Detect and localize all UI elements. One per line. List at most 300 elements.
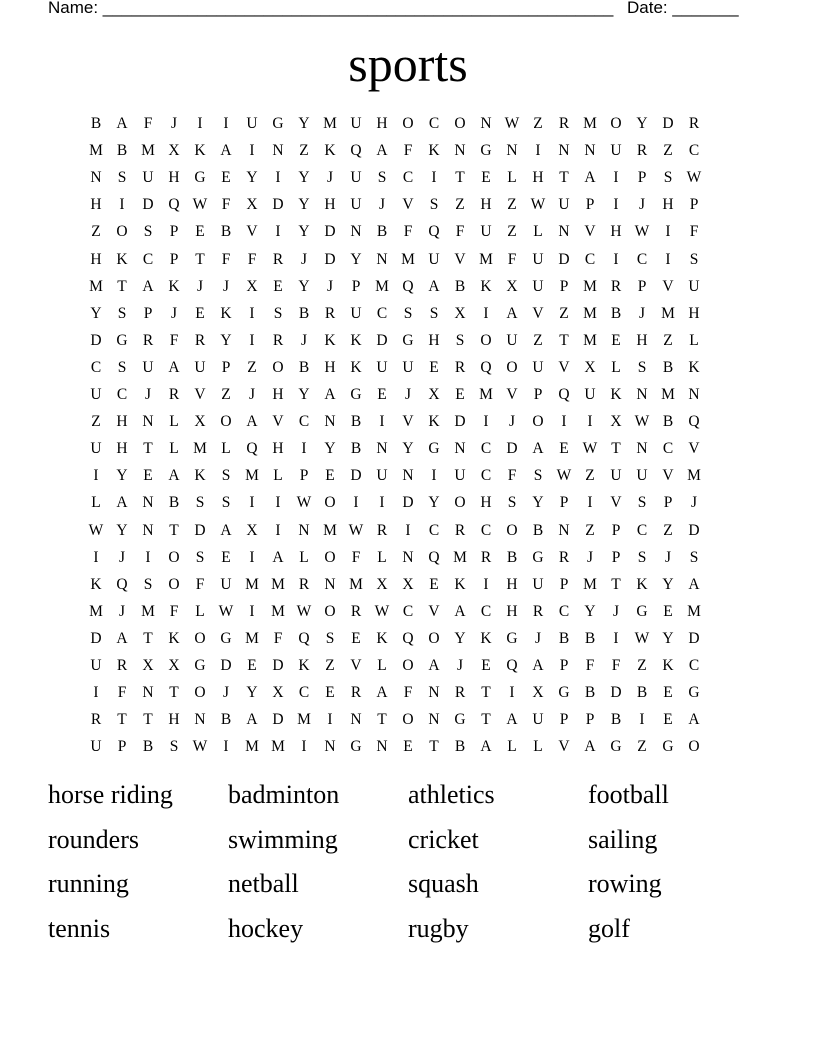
grid-letter: A	[324, 386, 336, 403]
grid-letter: V	[558, 738, 570, 756]
grid-letter: D	[662, 115, 674, 132]
grid-letter: B	[610, 711, 622, 729]
grid-letter: S	[429, 196, 439, 214]
grid-letter: N	[636, 440, 648, 458]
grid-letter: G	[610, 738, 622, 756]
grid-letter: Y	[298, 223, 310, 241]
grid-letter: G	[220, 629, 232, 647]
grid-letter: K	[116, 250, 128, 268]
grid-letter: F	[195, 575, 205, 593]
grid-letter: F	[403, 223, 413, 241]
grid-letter: M	[479, 250, 493, 268]
grid-letter: S	[429, 304, 439, 322]
grid-letter: N	[272, 142, 284, 160]
grid-letter: K	[480, 277, 492, 295]
grid-letter: P	[585, 196, 595, 214]
grid-letter: M	[89, 277, 103, 295]
grid-letter: Y	[298, 196, 310, 214]
grid-letter: I	[275, 223, 281, 241]
grid-letter: J	[508, 413, 516, 431]
grid-letter: O	[428, 629, 440, 647]
grid-letter: N	[402, 467, 414, 485]
grid-letter: I	[587, 494, 593, 512]
grid-letter: B	[220, 223, 232, 241]
grid-letter: T	[169, 521, 179, 539]
grid-letter: M	[583, 331, 597, 349]
grid-letter: W	[374, 602, 390, 620]
grid-letter: D	[90, 331, 102, 349]
grid-letter: K	[194, 467, 206, 485]
grid-letter: V	[402, 413, 414, 431]
grid-letter: R	[480, 548, 492, 566]
grid-letter: E	[481, 657, 491, 674]
grid-letter: I	[431, 169, 437, 187]
grid-letter: C	[402, 602, 414, 620]
grid-letter: L	[611, 358, 621, 376]
grid-letter: X	[376, 575, 388, 593]
grid-letter: G	[116, 331, 128, 349]
grid-letter: X	[532, 684, 544, 702]
grid-letter: L	[195, 602, 205, 620]
grid-letter: Q	[350, 142, 362, 160]
grid-letter: D	[454, 413, 466, 431]
grid-letter: E	[663, 602, 673, 620]
grid-letter: W	[686, 169, 702, 187]
grid-letter: W	[556, 467, 572, 485]
grid-letter: L	[273, 467, 283, 485]
grid-letter: E	[195, 304, 205, 322]
grid-letter: U	[90, 386, 102, 403]
grid-letter: Q	[428, 223, 440, 241]
grid-letter: U	[454, 467, 466, 485]
grid-letter: W	[296, 602, 312, 620]
page-title: sports	[348, 36, 468, 92]
grid-letter: X	[142, 657, 154, 674]
grid-letter: D	[324, 250, 336, 268]
grid-letter: K	[480, 629, 492, 647]
grid-letter: D	[272, 196, 284, 214]
grid-letter: S	[169, 738, 179, 756]
grid-letter: I	[353, 494, 359, 512]
grid-letter: H	[168, 711, 180, 729]
grid-letter: F	[611, 657, 621, 674]
grid-letter: U	[480, 223, 492, 241]
grid-letter: B	[636, 684, 648, 702]
grid-letter: X	[402, 575, 414, 593]
grid-letter: V	[558, 358, 570, 376]
grid-letter: O	[454, 494, 466, 512]
grid-letter: Q	[246, 440, 258, 458]
grid-letter: K	[298, 657, 310, 674]
grid-letter: J	[326, 169, 334, 187]
grid-letter: N	[558, 142, 570, 160]
grid-letter: H	[506, 602, 518, 620]
grid-letter: I	[93, 548, 99, 566]
grid-letter: I	[249, 142, 255, 160]
grid-letter: Q	[558, 386, 570, 403]
grid-letter: D	[350, 467, 362, 485]
word-list-item: rounders	[48, 824, 139, 854]
word-list-item: athletics	[408, 780, 495, 809]
grid-letter: T	[143, 629, 153, 647]
grid-letter: L	[507, 738, 517, 756]
grid-letter: Y	[246, 169, 258, 187]
grid-letter: M	[271, 602, 285, 620]
grid-letter: Z	[325, 657, 335, 674]
grid-letter: I	[431, 467, 437, 485]
grid-letter: A	[376, 684, 388, 702]
grid-letter: I	[483, 304, 489, 322]
grid-letter: I	[535, 142, 541, 160]
grid-letter: K	[194, 142, 206, 160]
grid-letter: X	[246, 196, 258, 214]
grid-letter: C	[558, 602, 570, 620]
grid-letter: L	[507, 169, 517, 187]
grid-letter: I	[639, 711, 645, 729]
grid-letter: L	[91, 494, 101, 512]
grid-letter: V	[688, 440, 700, 458]
grid-letter: Y	[454, 629, 466, 647]
grid-letter: D	[688, 521, 700, 539]
grid-letter: J	[638, 304, 646, 322]
grid-letter: I	[379, 494, 385, 512]
grid-letter: J	[534, 629, 542, 647]
grid-letter: Q	[688, 413, 700, 431]
grid-letter: H	[480, 494, 492, 512]
grid-letter: L	[689, 331, 699, 349]
grid-letter: C	[428, 115, 440, 132]
grid-letter: E	[195, 223, 205, 241]
grid-letter: E	[559, 440, 569, 458]
word-list-item: running	[48, 869, 129, 898]
grid-letter: B	[90, 115, 102, 132]
grid-letter: Y	[298, 115, 310, 132]
grid-letter: M	[193, 440, 207, 458]
grid-letter: A	[454, 602, 466, 620]
grid-letter: N	[142, 494, 154, 512]
grid-letter: I	[613, 250, 619, 268]
grid-letter: D	[194, 521, 206, 539]
grid-letter: I	[93, 684, 99, 702]
grid-letter: Q	[402, 629, 414, 647]
grid-letter: Z	[91, 223, 101, 241]
grid-letter: K	[90, 575, 102, 593]
grid-letter: K	[428, 413, 440, 431]
grid-letter: A	[246, 711, 258, 729]
grid-letter: O	[168, 575, 180, 593]
grid-letter: C	[480, 440, 492, 458]
grid-letter: W	[88, 521, 104, 539]
grid-letter: J	[664, 548, 672, 566]
grid-letter: B	[220, 711, 232, 729]
grid-letter: T	[377, 711, 387, 729]
grid-letter: H	[480, 196, 492, 214]
grid-letter: Q	[402, 277, 414, 295]
grid-letter: J	[690, 494, 698, 512]
word-list-item: badminton	[228, 780, 340, 809]
grid-letter: H	[272, 440, 284, 458]
grid-letter: R	[610, 277, 622, 295]
grid-letter: A	[506, 711, 518, 729]
word-list-item: cricket	[408, 824, 479, 854]
grid-letter: M	[89, 142, 103, 160]
grid-letter: M	[141, 602, 155, 620]
grid-letter: U	[558, 196, 570, 214]
grid-letter: E	[663, 711, 673, 729]
grid-letter: D	[324, 223, 336, 241]
grid-letter: C	[662, 440, 674, 458]
grid-letter: K	[662, 657, 674, 674]
grid-letter: P	[351, 277, 361, 295]
grid-letter: B	[454, 277, 466, 295]
grid-letter: O	[324, 602, 336, 620]
grid-letter: E	[221, 548, 231, 566]
grid-letter: H	[116, 413, 128, 431]
grid-letter: A	[428, 277, 440, 295]
grid-letter: L	[533, 738, 543, 756]
grid-letter: I	[509, 684, 515, 702]
grid-letter: G	[636, 602, 648, 620]
grid-letter: D	[90, 629, 102, 647]
grid-letter: R	[350, 602, 362, 620]
grid-letter: H	[90, 250, 102, 268]
word-list-item: rugby	[408, 913, 469, 943]
grid-letter: U	[636, 467, 648, 485]
grid-letter: C	[90, 358, 102, 376]
grid-letter: P	[585, 711, 595, 729]
grid-letter: K	[636, 575, 648, 593]
grid-letter: E	[455, 386, 465, 403]
grid-letter: Y	[298, 169, 310, 187]
grid-letter: U	[532, 250, 544, 268]
grid-letter: S	[221, 467, 231, 485]
grid-letter: H	[90, 196, 102, 214]
grid-letter: L	[377, 657, 387, 674]
grid-letter: Y	[298, 386, 310, 403]
grid-letter: R	[454, 684, 466, 702]
grid-letter: F	[507, 250, 517, 268]
grid-letter: F	[689, 223, 699, 241]
grid-letter: R	[272, 331, 284, 349]
grid-letter: B	[116, 142, 128, 160]
grid-letter: O	[272, 358, 284, 376]
grid-letter: Q	[506, 657, 518, 674]
grid-letter: G	[428, 440, 440, 458]
grid-letter: P	[169, 250, 179, 268]
grid-letter: M	[661, 304, 675, 322]
grid-letter: J	[326, 277, 334, 295]
word-list-item: golf	[588, 913, 630, 943]
grid-letter: C	[142, 250, 154, 268]
grid-letter: N	[428, 711, 440, 729]
grid-letter: I	[613, 169, 619, 187]
grid-letter: V	[610, 494, 622, 512]
grid-letter: A	[272, 548, 284, 566]
grid-letter: J	[248, 386, 256, 403]
grid-letter: F	[403, 684, 413, 702]
grid-letter: M	[349, 575, 363, 593]
grid-letter: J	[612, 602, 620, 620]
grid-letter: E	[273, 277, 283, 295]
grid-letter: N	[142, 521, 154, 539]
grid-letter: D	[376, 331, 388, 349]
grid-letter: M	[245, 629, 259, 647]
grid-letter: R	[90, 711, 102, 729]
grid-letter: M	[89, 602, 103, 620]
grid-letter: S	[507, 494, 517, 512]
word-list-item: tennis	[48, 913, 111, 943]
grid-letter: M	[323, 521, 337, 539]
grid-letter: O	[194, 684, 206, 702]
grid-letter: Y	[428, 494, 440, 512]
grid-letter: S	[143, 223, 153, 241]
grid-letter: C	[116, 386, 128, 403]
grid-letter: T	[559, 331, 569, 349]
grid-letter: C	[298, 413, 310, 431]
grid-letter: Y	[324, 440, 336, 458]
grid-letter: A	[688, 711, 700, 729]
grid-letter: U	[350, 196, 362, 214]
grid-letter: Z	[533, 331, 543, 349]
grid-letter: Z	[637, 738, 647, 756]
grid-letter: M	[271, 738, 285, 756]
grid-letter: G	[688, 684, 700, 702]
grid-letter: Y	[116, 467, 128, 485]
grid-letter: C	[298, 684, 310, 702]
grid-letter: G	[454, 711, 466, 729]
grid-letter: O	[506, 358, 518, 376]
word-list-item: netball	[228, 869, 299, 898]
grid-letter: P	[533, 386, 543, 403]
grid-letter: I	[665, 250, 671, 268]
grid-letter: W	[530, 196, 546, 214]
grid-letter: U	[194, 358, 206, 376]
grid-letter: H	[272, 386, 284, 403]
grid-letter: Q	[298, 629, 310, 647]
grid-letter: A	[532, 657, 544, 674]
grid-letter: K	[324, 142, 336, 160]
grid-letter: G	[506, 629, 518, 647]
grid-letter: G	[558, 684, 570, 702]
grid-letter: N	[558, 521, 570, 539]
grid-letter: Z	[247, 358, 257, 376]
grid-letter: W	[634, 629, 650, 647]
grid-letter: J	[222, 684, 230, 702]
grid-letter: U	[532, 711, 544, 729]
grid-letter: I	[249, 331, 255, 349]
grid-letter: Q	[116, 575, 128, 593]
grid-letter: Z	[221, 386, 231, 403]
grid-letter: J	[378, 196, 386, 214]
grid-letter: R	[454, 521, 466, 539]
grid-letter: V	[662, 277, 674, 295]
grid-letter: V	[194, 386, 206, 403]
grid-letter: Y	[636, 115, 648, 132]
grid-letter: E	[429, 575, 439, 593]
grid-letter: U	[350, 115, 362, 132]
grid-letter: C	[688, 142, 700, 160]
grid-letter: S	[689, 250, 699, 268]
grid-letter: H	[610, 223, 622, 241]
grid-letter: H	[324, 196, 336, 214]
grid-letter: B	[376, 223, 388, 241]
grid-letter: N	[428, 684, 440, 702]
grid-letter: W	[218, 602, 234, 620]
grid-letter: I	[275, 494, 281, 512]
word-list-item: hockey	[228, 913, 304, 943]
grid-letter: J	[170, 115, 178, 132]
grid-letter: I	[275, 521, 281, 539]
grid-letter: B	[610, 304, 622, 322]
grid-letter: P	[117, 738, 127, 756]
grid-letter: I	[249, 494, 255, 512]
grid-letter: M	[245, 575, 259, 593]
grid-letter: F	[247, 250, 257, 268]
grid-letter: S	[325, 629, 335, 647]
grid-letter: Y	[220, 331, 232, 349]
grid-letter: Z	[455, 196, 465, 214]
grid-letter: O	[194, 629, 206, 647]
grid-letter: C	[402, 169, 414, 187]
grid-letter: A	[584, 738, 596, 756]
grid-letter: I	[145, 548, 151, 566]
grid-letter: G	[480, 142, 492, 160]
grid-letter: V	[272, 413, 284, 431]
grid-letter: V	[402, 196, 414, 214]
grid-letter: A	[688, 575, 700, 593]
grid-letter: J	[196, 277, 204, 295]
grid-letter: C	[584, 250, 596, 268]
grid-letter: N	[298, 521, 310, 539]
grid-letter: F	[169, 331, 179, 349]
grid-letter: O	[610, 115, 622, 132]
grid-letter: N	[324, 738, 336, 756]
grid-letter: I	[197, 115, 203, 132]
grid-letter: A	[168, 467, 180, 485]
grid-letter: S	[195, 548, 205, 566]
word-list-item: swimming	[228, 824, 338, 854]
grid-letter: K	[350, 358, 362, 376]
grid-letter: X	[506, 277, 518, 295]
grid-letter: Y	[584, 602, 596, 620]
grid-letter: Z	[637, 657, 647, 674]
grid-letter: Z	[559, 304, 569, 322]
word-list-item: football	[588, 780, 669, 809]
grid-letter: N	[324, 575, 336, 593]
grid-letter: H	[324, 358, 336, 376]
grid-letter: D	[272, 711, 284, 729]
grid-letter: C	[480, 602, 492, 620]
grid-letter: M	[583, 304, 597, 322]
grid-letter: A	[142, 277, 154, 295]
grid-letter: O	[116, 223, 128, 241]
grid-letter: H	[636, 331, 648, 349]
grid-letter: O	[454, 115, 466, 132]
grid-letter: K	[428, 142, 440, 160]
grid-letter: E	[611, 331, 621, 349]
grid-letter: Y	[350, 250, 362, 268]
grid-letter: I	[249, 548, 255, 566]
grid-letter: J	[456, 657, 464, 674]
grid-letter: S	[377, 169, 387, 187]
grid-letter: O	[506, 521, 518, 539]
grid-letter: G	[194, 169, 206, 187]
grid-letter: K	[220, 304, 232, 322]
grid-letter: F	[221, 196, 231, 214]
grid-letter: S	[143, 575, 153, 593]
grid-letter: J	[300, 331, 308, 349]
grid-letter: O	[220, 413, 232, 431]
